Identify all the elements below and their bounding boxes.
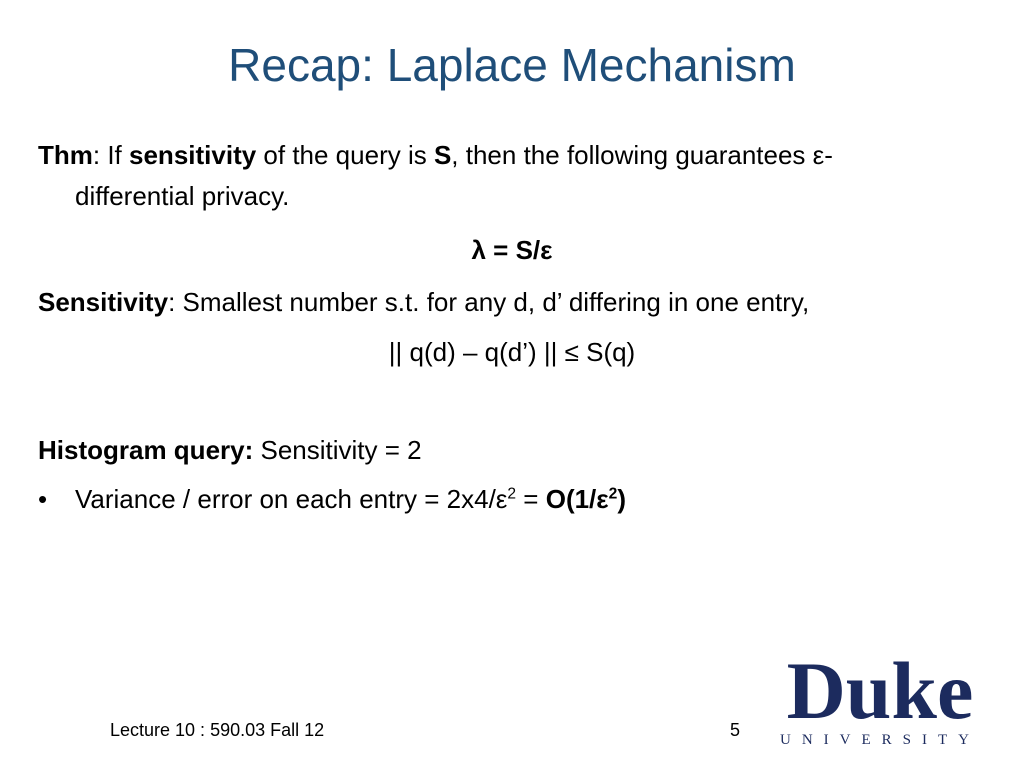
thm-text-2: of the query is <box>256 140 434 170</box>
theorem-line-1 <box>38 136 833 174</box>
duke-logo-word: Duke <box>786 645 974 736</box>
histogram-label: Histogram query: <box>38 435 254 465</box>
thm-label: Thm <box>38 140 93 170</box>
footer-page-number: 5 <box>730 720 741 740</box>
variance-bold <box>546 484 626 514</box>
histogram-line <box>38 431 422 469</box>
variance-sup-1: 2 <box>507 485 517 503</box>
sensitivity-text: : Smallest number s.t. for any d, d’ differing in one entry, <box>168 287 810 317</box>
sensitivity-line <box>38 283 809 321</box>
variance-line <box>75 480 626 518</box>
thm-text-1: : If <box>92 140 130 170</box>
thm-text-3: , then the following guarantees ε- <box>451 140 833 170</box>
thm-bold-sensitivity: sensitivity <box>129 140 257 170</box>
variance-bold-sup: 2 <box>608 485 618 503</box>
lambda-formula <box>0 231 1024 269</box>
variance-text-1: Variance / error on each entry = 2x4/ε <box>75 484 508 514</box>
footer-lecture: Lecture 10 : 590.03 Fall 12 <box>110 720 325 740</box>
theorem-line-2: differential privacy. <box>75 181 290 211</box>
sensitivity-label: Sensitivity <box>38 287 169 317</box>
duke-logo <box>760 645 1000 760</box>
lambda-formula-text: λ = S/ε <box>471 235 553 265</box>
sensitivity-formula: || q(d) – q(d’) || ≤ S(q) <box>388 337 636 367</box>
bullet-icon: • <box>38 484 48 514</box>
variance-bold-end: ) <box>617 484 626 514</box>
variance-text-2: = <box>516 484 546 514</box>
slide-title: Recap: Laplace Mechanism <box>228 39 796 91</box>
histogram-text: Sensitivity = 2 <box>253 435 422 465</box>
duke-logo-subtitle: UNIVERSITY <box>780 732 980 748</box>
thm-bold-s: S <box>433 140 452 170</box>
variance-bold-text: O(1/ε <box>545 484 609 514</box>
